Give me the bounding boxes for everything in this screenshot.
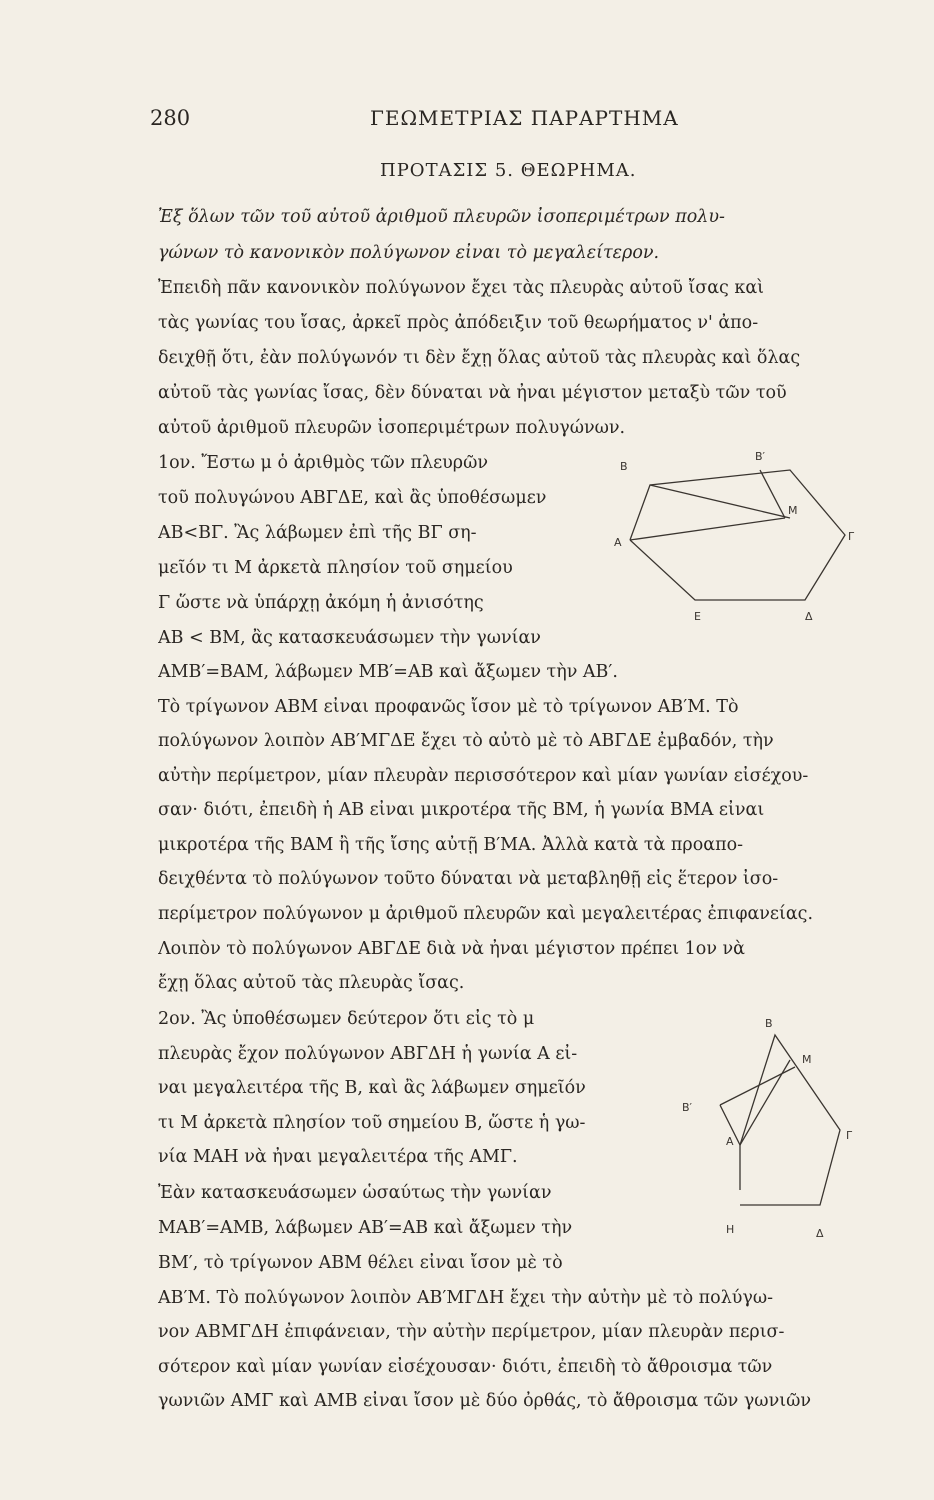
label-g: Γ — [846, 1129, 853, 1142]
text-line: 2ον. Ἂς ὑποθέσωμεν δεύτερον ὅτι εἰς τὸ μ — [158, 1009, 535, 1029]
theorem-line: γώνων τὸ κανονικὸν πολύγωνον εἶναι τὸ μεγαλείτερον. — [158, 243, 660, 263]
text-line: ΑΒ′Μ. Τὸ πολύγωνον λοιπὸν ΑΒ′ΜΓΔΗ ἔχει τὴν αὐτὴν μὲ τὸ πολύγω- — [158, 1288, 774, 1308]
proposition-title: ΠΡΟΤΑΣΙΣ 5. ΘΕΩΡΗΜΑ. — [380, 160, 637, 181]
text-line: ΑΒ<ΒΓ. Ἂς λάβωμεν ἐπὶ τῆς ΒΓ ση- — [158, 523, 477, 543]
segment-bm — [650, 485, 790, 518]
text-line: γωνιῶν ΑΜΓ καὶ ΑΜΒ εἶναι ἴσον μὲ δύο ὀρθάς, τὸ ἄθροισμα τῶν γωνιῶν — [158, 1391, 811, 1411]
text-line: αὐτὴν περίμετρον, μίαν πλευρὰν περισσότερον καὶ μίαν γωνίαν εἰσέχου- — [158, 766, 809, 786]
text-line: ΑΜΒ′=ΒΑΜ, λάβωμεν ΜΒ′=ΑΒ καὶ ἄξωμεν τὴν ΑΒ′. — [158, 662, 618, 682]
label-d: Δ — [816, 1227, 824, 1240]
text-line: ναι μεγαλειτέρα τῆς Β, καὶ ἂς λάβωμεν σημεῖόν — [158, 1078, 586, 1098]
text-line: νία ΜΑΗ νὰ ἦναι μεγαλειτέρα τῆς ΑΜΓ. — [158, 1147, 518, 1167]
page-number: 280 — [150, 106, 191, 130]
text-line: ΑΒ < ΒΜ, ἂς κατασκευάσωμεν τὴν γωνίαν — [158, 628, 541, 648]
text-line: πλευρὰς ἔχον πολύγωνον ΑΒΓΔΗ ἡ γωνία Α εἶ- — [158, 1044, 578, 1064]
segment-bm — [720, 1067, 795, 1105]
text-line: ΜΑΒ′=ΑΜΒ, λάβωμεν ΑΒ′=ΑΒ καὶ ἄξωμεν τὴν — [158, 1218, 573, 1238]
text-line: τὰς γωνίας του ἴσας, ἀρκεῖ πρὸς ἀπόδειξιν τοῦ θεωρήματος ν' ἀπο- — [158, 313, 759, 333]
text-line: πολύγωνον λοιπὸν ΑΒ′ΜΓΔΕ ἔχει τὸ αὐτὸ μὲ τὸ ΑΒΓΔΕ ἐμβαδόν, τὴν — [158, 731, 774, 751]
text-line: αὐτοῦ ἀριθμοῦ πλευρῶν ἰσοπεριμέτρων πολυγώνων. — [158, 418, 626, 438]
label-m: Μ — [788, 504, 798, 517]
pentagon-figure-1 — [610, 440, 860, 630]
label-bp: Β′ — [755, 450, 766, 463]
running-title: ΓΕΩΜΕΤΡΙΑΣ ΠΑΡΑΡΤΗΜΑ — [370, 106, 679, 130]
text-line: αὐτοῦ τὰς γωνίας ἴσας, δὲν δύναται νὰ ἦναι μέγιστον μεταξὺ τῶν τοῦ — [158, 383, 787, 403]
label-b: Β — [620, 460, 628, 473]
label-b: Β — [765, 1017, 773, 1030]
segment-bpm — [760, 470, 785, 518]
text-line: Ἐὰν κατασκευάσωμεν ὡσαύτως τὴν γωνίαν — [158, 1183, 552, 1203]
text-line: 1ον. Ἔστω μ ὁ ἀριθμὸς τῶν πλευρῶν — [158, 453, 488, 473]
theorem-line: Ἐξ ὅλων τῶν τοῦ αὐτοῦ ἀριθμοῦ πλευρῶν ἰσοπεριμέτρων πολυ- — [158, 207, 725, 227]
label-h: Η — [726, 1223, 735, 1236]
text-line: Γ ὥστε νὰ ὑπάρχῃ ἀκόμη ἡ ἀνισότης — [158, 593, 484, 613]
text-line: νον ΑΒΜΓΔΗ ἐπιφάνειαν, τὴν αὐτὴν περίμετρον, μίαν πλευρὰν περισ- — [158, 1322, 785, 1342]
label-m: Μ — [802, 1053, 812, 1066]
label-d: Δ — [805, 610, 813, 623]
label-e: Ε — [694, 610, 701, 623]
text-line: μεῖόν τι Μ ἀρκετὰ πλησίον τοῦ σημείου — [158, 558, 513, 578]
segment-am — [630, 518, 785, 540]
text-line: Ἐπειδὴ πᾶν κανονικὸν πολύγωνον ἔχει τὰς πλευρὰς αὐτοῦ ἴσας καὶ — [158, 278, 765, 298]
page-header — [150, 106, 850, 136]
label-bp: Β′ — [682, 1101, 693, 1114]
text-line: σότερον καὶ μίαν γωνίαν εἰσέχουσαν· διότι, ἐπειδὴ τὸ ἄθροισμα τῶν — [158, 1357, 773, 1377]
text-line: ΒΜ′, τὸ τρίγωνον ΑΒΜ θέλει εἶναι ἴσον μὲ τὸ — [158, 1253, 563, 1273]
text-line: δειχθῇ ὅτι, ἐὰν πολύγωνόν τι δὲν ἔχῃ ὅλας αὐτοῦ τὰς πλευρὰς καὶ ὅλας — [158, 348, 801, 368]
text-line: σαν· διότι, ἐπειδὴ ἡ ΑΒ εἶναι μικροτέρα τῆς ΒΜ, ἡ γωνία ΒΜΑ εἶναι — [158, 800, 765, 820]
label-a: Α — [614, 536, 622, 549]
text-line: τι Μ ἀρκετὰ πλησίον τοῦ σημείου Β, ὥστε ἡ γω- — [158, 1113, 586, 1133]
pentagon-figure-2 — [680, 1015, 860, 1255]
text-line: περίμετρον πολύγωνον μ ἀριθμοῦ πλευρῶν καὶ μεγαλειτέρας ἐπιφανείας. — [158, 904, 814, 924]
text-line: μικροτέρα τῆς ΒΑΜ ἢ τῆς ἴσης αὐτῇ Β′ΜΑ. Ἀλλὰ κατὰ τὰ προαπο- — [158, 835, 744, 855]
label-a: Α — [726, 1135, 734, 1148]
text-line: Τὸ τρίγωνον ΑΒΜ εἶναι προφανῶς ἴσον μὲ τὸ τρίγωνον ΑΒ′Μ. Τὸ — [158, 697, 739, 717]
text-line: ἔχῃ ὅλας αὐτοῦ τὰς πλευρὰς ἴσας. — [158, 973, 465, 993]
text-line: τοῦ πολυγώνου ΑΒΓΔΕ, καὶ ἂς ὑποθέσωμεν — [158, 488, 547, 508]
label-g: Γ — [848, 530, 855, 543]
text-line: δειχθέντα τὸ πολύγωνον τοῦτο δύναται νὰ μεταβληθῇ εἰς ἕτερον ἰσο- — [158, 869, 779, 889]
text-line: Λοιπὸν τὸ πολύγωνον ΑΒΓΔΕ διὰ νὰ ἦναι μέγιστον πρέπει 1ον νὰ — [158, 939, 746, 959]
